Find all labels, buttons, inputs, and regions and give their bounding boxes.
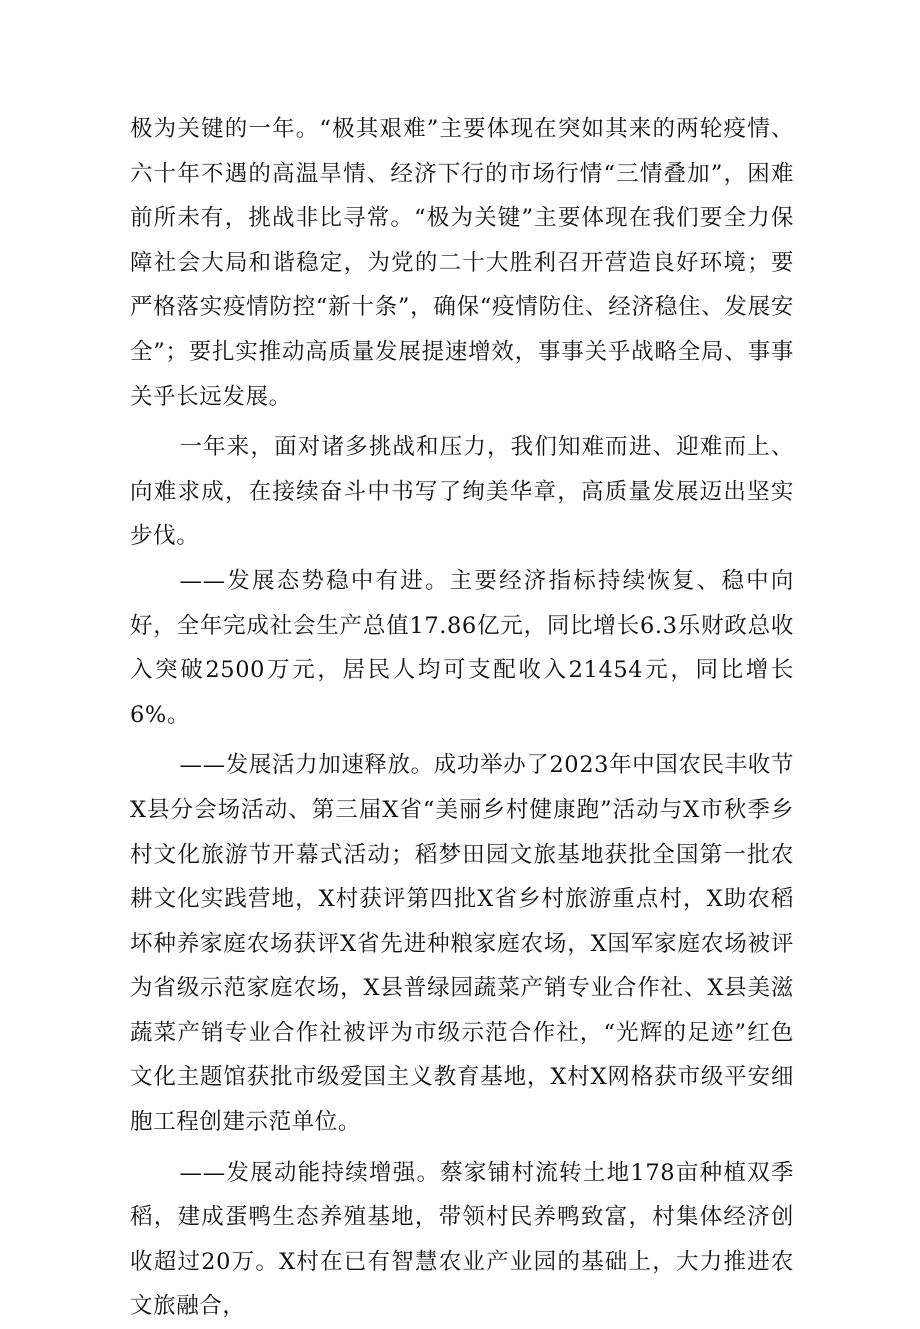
paragraph-one-year: 一年来，面对诸多挑战和压力，我们知难而进、迎难而上、向难求成，在接续奋斗中书写了绚美华章，高质量发展迈出坚实步伐。 [130,434,794,550]
paragraph-development-momentum: ——发展动能持续增强。蔡家铺村流转土地178亩种植双季稻，建成蛋鸭生态养殖基地，带领村民养鸭致富，村集体经济创收超过20万。X村在已有智慧农业产业园的基础上，大力推进农文旅融合， [130,1159,794,1320]
paragraph-continuation: 极为关键的一年。“极其艰难”主要体现在突如其来的两轮疫情、六十年不遇的高温旱情、经济下行的市场行情“三情叠加”，困难前所未有，挑战非比寻常。“极为关键”主要体现在我们要全力保障社会大局和谐稳定，为党的二十大胜利召开营造良好环境；要严格落实疫情防控“新十条”，确保“疫情防住、经济稳住、发展安全”；要扎实推动高质量发展提速增效，事事关乎战略全局、事事关乎长远发展。 [130,116,794,410]
paragraph-development-vitality: ——发展活力加速释放。成功举办了2023年中国农民丰收节X县分会场活动、第三届X省“美丽乡村健康跑”活动与X市秋季乡村文化旅游节开幕式活动；稻梦田园文旅基地获批全国第一批农耕文化实践营地，X村获评第四批X省乡村旅游重点村，X助农稻坏种养家庭农场获评X省先进种粮家庭农场，X国军家庭农场被评为省级示范家庭农场，X县普绿园蔬菜产销专业合作社、X县美滋蔬菜产销专业合作社被评为市级示范合作社，“光辉的足迹”红色文化主题馆获批市级爱国主义教育基地，X村X网格获市级平安细胞工程创建示范单位。 [130,752,794,1136]
paragraph-development-trend: ——发展态势稳中有进。主要经济指标持续恢复、稳中向好，全年完成社会生产总值17.86亿元，同比增长6.3乐财政总收入突破2500万元，居民人均可支配收入21454元，同比增长6%。 [130,567,794,728]
body-text [130,107,794,1329]
